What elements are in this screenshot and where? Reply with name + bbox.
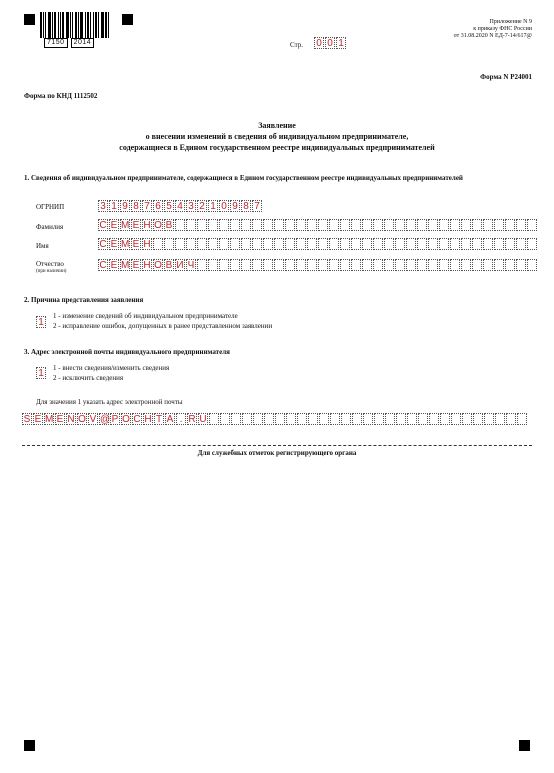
char-cell[interactable]: 1 [36,367,46,379]
char-cell[interactable] [417,219,427,231]
char-cell[interactable] [329,219,339,231]
char-cell[interactable] [231,413,241,425]
email-hint: Для значения 1 указать адрес электронной почты [36,398,183,406]
char-cell[interactable] [153,238,163,250]
char-cell[interactable] [494,259,504,271]
char-cell[interactable]: 8 [131,200,141,212]
char-cell[interactable]: 1 [36,316,46,328]
char-cell[interactable] [450,259,460,271]
barcode-bar [85,12,86,38]
char-cell[interactable] [252,238,262,250]
char-cell[interactable] [362,238,372,250]
char-cell[interactable] [219,238,229,250]
char-cell[interactable]: H [144,414,152,425]
section3-heading: 3. Адрес электронной почты индивидуального предпринимателя [24,348,230,356]
registration-marker-bottom-left [24,740,35,751]
reason-field[interactable] [36,316,47,328]
char-cell[interactable] [483,259,493,271]
char-cell[interactable] [461,238,471,250]
char-cell[interactable] [275,413,285,425]
char-cell[interactable]: S [23,414,31,425]
char-cell[interactable] [407,413,417,425]
char-cell[interactable] [197,219,207,231]
barcode-bar [105,12,107,38]
barcode-bar [95,12,97,38]
char-cell[interactable] [351,219,361,231]
barcode-bar [108,12,109,38]
char-cell[interactable]: A [166,414,174,425]
barcode-bar [80,12,83,38]
title-line-3: содержащиеся в Едином государственном реестре индивидуальных предпринимателей [119,143,435,152]
char-cell[interactable] [285,259,295,271]
char-cell[interactable] [318,238,328,250]
char-cell[interactable]: Е [132,260,140,271]
barcode-bar [101,12,104,38]
char-cell[interactable]: 1 [336,37,346,49]
char-cell[interactable]: E [34,414,42,425]
char-cell[interactable] [241,259,251,271]
char-cell[interactable] [263,238,273,250]
char-cell[interactable]: O [122,414,130,425]
char-cell[interactable] [252,259,262,271]
char-cell[interactable]: Е [132,239,140,250]
char-cell[interactable] [439,238,449,250]
char-cell[interactable] [418,413,428,425]
char-cell[interactable] [253,413,263,425]
char-cell[interactable] [505,219,515,231]
char-cell[interactable] [406,219,416,231]
char-cell[interactable] [164,238,174,250]
char-cell[interactable] [384,259,394,271]
char-cell[interactable] [527,259,537,271]
surname-field[interactable] [98,219,538,231]
char-cell[interactable] [308,413,318,425]
surname-label: Фамилия [36,223,64,231]
char-cell[interactable] [516,259,526,271]
section1-heading: 1. Сведения об индивидуальном предпринимателе, содержащиеся в Едином государственном реестре индивидуальных предпринимателей [24,174,463,182]
char-cell[interactable] [494,238,504,250]
section2-heading: 2. Причина представления заявления [24,296,144,304]
barcode-number [44,38,97,48]
char-cell[interactable]: С [99,260,107,271]
char-cell[interactable] [384,238,394,250]
char-cell[interactable] [406,238,416,250]
barcode-bar [75,12,77,38]
char-cell[interactable] [252,219,262,231]
knd-code: Форма по КНД 1112502 [24,92,98,100]
patronymic-field[interactable] [98,259,538,271]
char-cell[interactable]: @ [100,414,111,425]
char-cell[interactable] [220,413,230,425]
char-cell[interactable] [208,219,218,231]
registration-marker-top-right [122,14,133,25]
barcode-bar [43,12,44,38]
barcode-bar [62,12,64,38]
char-cell[interactable] [362,219,372,231]
char-cell[interactable] [373,238,383,250]
char-cell[interactable]: М [121,220,130,231]
char-cell[interactable] [373,259,383,271]
char-cell[interactable] [385,413,395,425]
char-cell[interactable] [527,219,537,231]
char-cell[interactable] [472,259,482,271]
char-cell[interactable] [351,238,361,250]
char-cell[interactable] [296,259,306,271]
char-cell[interactable]: Н [143,239,151,250]
barcode [40,12,114,38]
registration-marker-bottom-right [519,740,530,751]
char-cell[interactable]: M [45,414,54,425]
char-cell[interactable] [461,259,471,271]
char-cell[interactable] [241,219,251,231]
char-cell[interactable] [428,219,438,231]
char-cell[interactable] [483,219,493,231]
char-cell[interactable]: 3 [98,200,108,212]
char-cell[interactable] [186,238,196,250]
char-cell[interactable] [197,238,207,250]
char-cell[interactable]: В [165,260,173,271]
char-cell[interactable] [274,238,284,250]
char-cell[interactable] [230,219,240,231]
char-cell[interactable] [506,413,516,425]
email-field[interactable] [22,413,528,425]
char-cell[interactable] [351,259,361,271]
barcode-bar [45,12,46,38]
title-line-1: Заявление [258,121,296,130]
char-cell[interactable] [450,238,460,250]
char-cell[interactable]: О [154,260,162,271]
barcode-bar [54,12,56,38]
annex-reference [382,19,532,40]
barcode-bar [90,12,91,38]
char-cell[interactable] [219,259,229,271]
char-cell[interactable]: 2 [197,200,207,212]
char-cell[interactable] [495,413,505,425]
barcode-digits-1: 7150 [44,38,68,48]
char-cell[interactable] [230,259,240,271]
annex-line-1: Приложение N 9 [489,19,532,25]
reason-option-2: 2 - исправление ошибок, допущенных в ранее представленном заявлении [53,322,273,330]
annex-line-2: к приказу ФНС России [473,26,532,32]
char-cell[interactable]: N [67,414,75,425]
name-label: Имя [36,242,49,250]
char-cell[interactable] [473,413,483,425]
annex-line-3: от 31.08.2020 N ЕД-7-14/617@ [453,33,532,39]
char-cell[interactable] [264,413,274,425]
char-cell[interactable] [384,219,394,231]
char-cell[interactable]: 9 [120,200,130,212]
char-cell[interactable] [451,413,461,425]
char-cell[interactable] [406,259,416,271]
barcode-bar [98,12,99,38]
char-cell[interactable]: Е [132,220,140,231]
char-cell[interactable]: М [121,239,130,250]
document-title [0,120,554,153]
char-cell[interactable]: 1 [208,200,218,212]
char-cell[interactable]: Е [110,220,118,231]
char-cell[interactable] [274,219,284,231]
char-cell[interactable]: . [176,413,186,425]
char-cell[interactable] [484,413,494,425]
char-cell[interactable]: 3 [186,200,196,212]
ogrnip-label: ОГРНИП [36,203,65,211]
char-cell[interactable] [472,238,482,250]
char-cell[interactable] [330,413,340,425]
char-cell[interactable] [329,238,339,250]
char-cell[interactable]: 5 [164,200,174,212]
char-cell[interactable] [329,259,339,271]
char-cell[interactable] [363,413,373,425]
char-cell[interactable] [428,238,438,250]
title-line-2: о внесении изменений в сведения об индивидуальном предпринимателе, [145,132,409,141]
char-cell[interactable]: C [133,414,141,425]
char-cell[interactable]: И [176,260,184,271]
char-cell[interactable] [450,219,460,231]
registration-marker-top-left [24,14,35,25]
char-cell[interactable] [242,413,252,425]
char-cell[interactable]: Н [143,220,151,231]
char-cell[interactable] [319,413,329,425]
barcode-bar [72,12,73,38]
char-cell[interactable] [461,219,471,231]
barcode-digits-2: 2014 [71,38,95,48]
ogrnip-field[interactable] [98,200,263,212]
page-label: Стр. [290,41,303,49]
char-cell[interactable] [472,219,482,231]
char-cell[interactable] [209,413,219,425]
char-cell[interactable] [374,413,384,425]
barcode-bar [58,12,59,38]
char-cell[interactable] [219,219,229,231]
char-cell[interactable] [340,259,350,271]
char-cell[interactable]: O [78,414,86,425]
char-cell[interactable] [296,238,306,250]
barcode-bar [48,12,51,38]
char-cell[interactable] [241,238,251,250]
char-cell[interactable]: О [154,220,162,231]
char-cell[interactable] [175,238,185,250]
char-cell[interactable] [307,219,317,231]
char-cell[interactable] [208,259,218,271]
char-cell[interactable] [395,219,405,231]
barcode-bar [66,12,69,38]
char-cell[interactable]: 6 [153,200,163,212]
char-cell[interactable] [286,413,296,425]
service-divider [22,445,532,446]
char-cell[interactable]: V [89,414,97,425]
char-cell[interactable]: Е [110,260,118,271]
char-cell[interactable] [395,259,405,271]
char-cell[interactable] [373,219,383,231]
char-cell[interactable]: С [99,239,107,250]
barcode-bar [93,12,94,38]
char-cell[interactable] [483,238,493,250]
char-cell[interactable] [440,413,450,425]
char-cell[interactable] [439,219,449,231]
char-cell[interactable] [285,219,295,231]
char-cell[interactable]: С [99,220,107,231]
char-cell[interactable] [263,259,273,271]
char-cell[interactable]: 0 [325,37,335,49]
char-cell[interactable]: 7 [252,200,262,212]
char-cell[interactable]: R [188,414,196,425]
char-cell[interactable] [340,238,350,250]
char-cell[interactable] [285,238,295,250]
page-number-cells[interactable] [314,37,347,49]
char-cell[interactable] [494,219,504,231]
barcode-bar [40,12,42,38]
char-cell[interactable]: E [56,414,64,425]
char-cell[interactable]: 7 [142,200,152,212]
char-cell[interactable]: 1 [109,200,119,212]
email-action-field[interactable] [36,367,47,379]
char-cell[interactable]: М [121,260,130,271]
char-cell[interactable] [352,413,362,425]
char-cell[interactable]: 0 [314,37,324,49]
char-cell[interactable] [396,413,406,425]
email-option-2: 2 - исключить сведения [53,374,124,382]
barcode-bar [78,12,79,38]
char-cell[interactable] [429,413,439,425]
char-cell[interactable]: U [199,414,207,425]
char-cell[interactable] [318,219,328,231]
char-cell[interactable]: 0 [219,200,229,212]
char-cell[interactable] [186,219,196,231]
char-cell[interactable]: В [165,220,173,231]
barcode-bar [52,12,53,38]
char-cell[interactable] [263,219,273,231]
char-cell[interactable] [417,259,427,271]
char-cell[interactable]: Н [143,260,151,271]
patronymic-label: Отчество [36,260,64,268]
char-cell[interactable]: P [111,414,119,425]
char-cell[interactable] [505,259,515,271]
barcode-bar [87,12,89,38]
char-cell[interactable] [341,413,351,425]
char-cell[interactable] [439,259,449,271]
char-cell[interactable]: 8 [241,200,251,212]
char-cell[interactable] [274,259,284,271]
char-cell[interactable]: T [155,414,163,425]
char-cell[interactable] [307,259,317,271]
char-cell[interactable] [318,259,328,271]
char-cell[interactable] [428,259,438,271]
name-field[interactable] [98,238,538,250]
barcode-bar [70,12,71,38]
char-cell[interactable] [340,219,350,231]
char-cell[interactable] [296,219,306,231]
barcode-bar [60,12,61,38]
char-cell[interactable] [297,413,307,425]
char-cell[interactable]: Е [110,239,118,250]
reason-option-1: 1 - изменение сведений об индивидуальном предпринимателе [53,312,238,320]
email-option-1: 1 - внести сведения/изменить сведения [53,364,170,372]
char-cell[interactable] [230,238,240,250]
char-cell[interactable] [197,259,207,271]
char-cell[interactable] [516,238,526,250]
char-cell[interactable]: 4 [175,200,185,212]
patronymic-note: (при наличии) [36,269,67,274]
char-cell[interactable] [362,259,372,271]
char-cell[interactable] [417,238,427,250]
service-note: Для служебных отметок регистрирующего органа [197,449,357,457]
char-cell[interactable] [307,238,317,250]
char-cell[interactable] [462,413,472,425]
char-cell[interactable] [527,238,537,250]
char-cell[interactable] [175,219,185,231]
char-cell[interactable] [517,413,527,425]
char-cell[interactable]: Ч [187,260,195,271]
char-cell[interactable] [516,219,526,231]
char-cell[interactable] [395,238,405,250]
char-cell[interactable] [505,238,515,250]
form-code: Форма N Р24001 [480,73,532,81]
char-cell[interactable]: 9 [230,200,240,212]
char-cell[interactable] [208,238,218,250]
